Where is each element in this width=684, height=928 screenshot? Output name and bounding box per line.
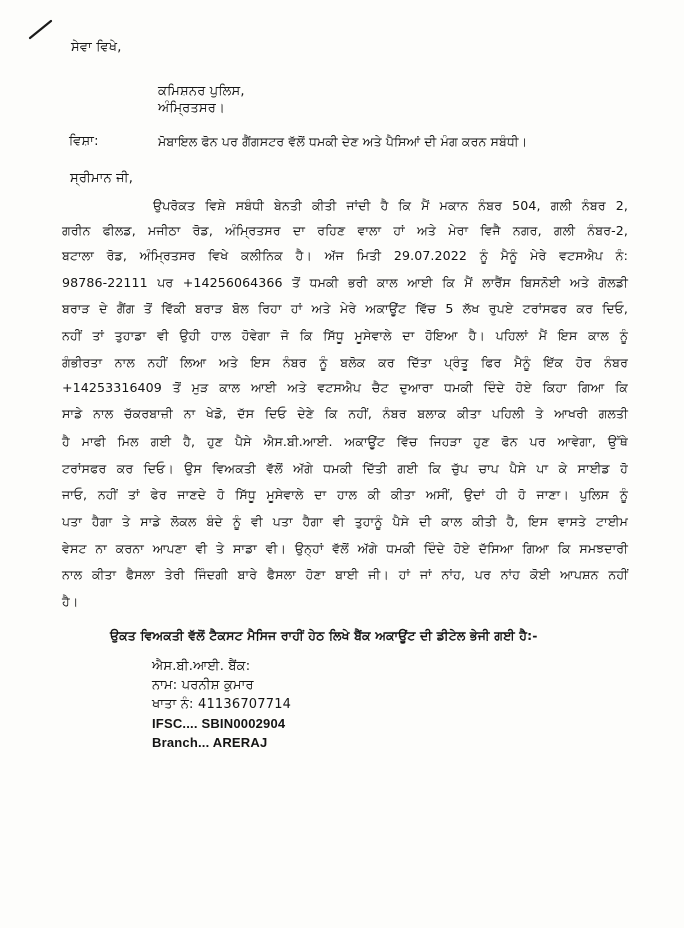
bank-intro: ਉਕਤ ਵਿਅਕਤੀ ਵੱਲੋਂ ਟੈਕਸਟ ਮੈਸਿਜ ਰਾਹੀਂ ਹੇਠ ਲਿਖੇ ਬੈਂਕ ਅਕਾਊਂਟ ਦੀ ਡੀਟੇਲ ਭੇਜੀ ਗਈ ਹੈ:-: [110, 628, 538, 643]
account-holder: ਨਾਮ: ਪਰਨੀਸ਼ ਕੁਮਾਰ: [152, 678, 254, 693]
body-line: ਬਟਾਲਾ ਰੋਡ, ਅੰਮ੍ਰਿਤਸਰ ਵਿਖੇ ਕਲੀਨਿਕ ਹੈ। ਅੱਜ ਮਿਤੀ 29.07.2022 ਨੂੰ ਮੈਨੂੰ ਮੇਰੇ ਵਟਸਐਪ ਨੰ:: [62, 248, 628, 263]
subject-text: ਮੋਬਾਇਲ ਫੋਨ ਪਰ ਗੈਂਗਸਟਰ ਵੱਲੋਂ ਧਮਕੀ ਦੇਣ ਅਤੇ ਪੈਸਿਆਂ ਦੀ ਮੰਗ ਕਰਨ ਸਬੰਧੀ।: [158, 134, 528, 149]
body-line: ਬਰਾੜ ਦੇ ਗੈਂਗ ਤੋਂ ਵਿੱਕੀ ਬਰਾੜ ਬੋਲ ਰਿਹਾ ਹਾਂ ਅਤੇ ਮੇਰੇ ਅਕਾਊਂਟ ਵਿੱਚ 5 ਲੱਖ ਰੁਪਏ ਟਰਾਂਸਫਰ ਕਰ ਦਿਓ,: [62, 301, 628, 316]
body-line: ਨਹੀਂ ਤਾਂ ਤੁਹਾਡਾ ਵੀ ਉਹੀ ਹਾਲ ਹੋਵੇਗਾ ਜੋ ਕਿ ਸਿੱਧੂ ਮੂਸੇਵਾਲੇ ਦਾ ਹੋਇਆ ਹੈ। ਪਹਿਲਾਂ ਮੈਂ ਇਸ ਕਾਲ ਨੂੰ: [62, 328, 628, 343]
body-line: ਗਰੀਨ ਫੀਲਡ, ਮਜੀਠਾ ਰੋਡ, ਅੰਮ੍ਰਿਤਸਰ ਦਾ ਰਹਿਣ ਵਾਲਾ ਹਾਂ ਅਤੇ ਮੇਰਾ ਵਿਜੈ ਨਗਰ, ਗਲੀ ਨੰਬਰ-2,: [62, 223, 628, 238]
body-line: ਉਪਰੋਕਤ ਵਿਸ਼ੇ ਸਬੰਧੀ ਬੇਨਤੀ ਕੀਤੀ ਜਾਂਦੀ ਹੈ ਕਿ ਮੈਂ ਮਕਾਨ ਨੰਬਰ 504, ਗਲੀ ਨੰਬਰ 2,: [153, 198, 628, 213]
body-line: ਹੈ।: [62, 594, 79, 609]
body-line: ਜਾਓ, ਨਹੀਂ ਤਾਂ ਫੇਰ ਜਾਣਦੇ ਹੋ ਸਿੱਧੂ ਮੂਸੇਵਾਲੇ ਦਾ ਹਾਲ ਕੀ ਕੀਤਾ ਅਸੀਂ, ਉਦਾਂ ਹੀ ਹੋ ਜਾਣਾ। ਪੁਲਿਸ ਨੂੰ: [62, 487, 628, 502]
body-line: ਸਾਡੇ ਨਾਲ ਚੱਕਰਬਾਜ਼ੀ ਨਾ ਖੇਡੋ, ਦੱਸ ਦਿਓ ਦੇਣੇ ਕਿ ਨਹੀਂ, ਨੰਬਰ ਬਲਾਕ ਕੀਤਾ ਪਹਿਲੀ ਤੇ ਆਖਰੀ ਗਲਤੀ: [62, 406, 628, 421]
salutation-top: ਸੇਵਾ ਵਿਖੇ,: [71, 40, 122, 55]
subject-label: ਵਿਸ਼ਾ:: [69, 134, 99, 149]
body-line: ਨਾਲ ਕੀਤਾ ਫੈਸਲਾ ਤੇਰੀ ਜਿੰਦਗੀ ਬਾਰੇ ਫੈਸਲਾ ਹੋਣਾ ਬਾਈ ਜੀ। ਹਾਂ ਜਾਂ ਨਾਂਹ, ਪਰ ਨਾਂਹ ਕੋਈ ਆਪਸ਼ਨ ਨਹੀਂ: [62, 567, 628, 582]
body-line: +14253316409 ਤੋਂ ਮੁੜ ਕਾਲ ਆਈ ਅਤੇ ਵਟਸਐਪ ਚੈਟ ਦੁਆਰਾ ਧਮਕੀ ਦਿੰਦੇ ਹੋਏ ਕਿਹਾ ਗਿਆ ਕਿ: [62, 380, 628, 395]
greeting: ਸ੍ਰੀਮਾਨ ਜੀ,: [70, 171, 134, 186]
bank-name: ਐਸ.ਬੀ.ਆਈ. ਬੈਂਕ:: [152, 659, 251, 674]
ifsc-code: IFSC.... SBIN0002904: [152, 716, 286, 731]
recipient-line-2: ਅੰਮ੍ਰਿਤਸਰ।: [158, 101, 225, 116]
body-line: ਵੇਸਟ ਨਾ ਕਰਨਾ ਆਪਣਾ ਵੀ ਤੇ ਸਾਡਾ ਵੀ। ਉਨ੍ਹਾਂ ਵੱਲੋਂ ਅੱਗੇ ਧਮਕੀ ਦਿੰਦੇ ਹੋਏ ਦੱਸਿਆ ਗਿਆ ਕਿ ਸਮਝਦਾਰੀ: [62, 541, 628, 556]
body-line: ਗੰਭੀਰਤਾ ਨਾਲ ਨਹੀਂ ਲਿਆ ਅਤੇ ਇਸ ਨੰਬਰ ਨੂੰ ਬਲੋਕ ਕਰ ਦਿੱਤਾ ਪ੍ਰੰਤੂ ਫਿਰ ਮੈਨੂੰ ਇੱਕ ਹੋਰ ਨੰਬਰ: [62, 355, 628, 370]
recipient-line-1: ਕਮਿਸ਼ਨਰ ਪੁਲਿਸ,: [158, 84, 245, 99]
branch-name: Branch... ARERAJ: [152, 735, 268, 750]
body-line: ਹੈ ਮਾਫੀ ਮਿਲ ਗਈ ਹੈ, ਹੁਣ ਪੈਸੇ ਐਸ.ਬੀ.ਆਈ. ਅਕਾਊਂਟ ਵਿੱਚ ਜਿਹੜਾ ਹੁਣ ਫੋਨ ਪਰ ਆਵੇਗਾ, ਉੱਥੇ: [62, 434, 628, 449]
account-number: ਖਾਤਾ ਨੰ: 41136707714: [152, 697, 292, 712]
body-line: ਪਤਾ ਹੈਗਾ ਤੇ ਸਾਡੇ ਲੋਕਲ ਬੰਦੇ ਨੂੰ ਵੀ ਪਤਾ ਹੈਗਾ ਵੀ ਤੁਹਾਨੂੰ ਪੈਸੇ ਦੀ ਕਾਲ ਕੀਤੀ ਹੈ, ਇਸ ਵਾਸਤੇ ਟਾਈਮ: [62, 514, 628, 529]
pen-stroke-mark: [28, 18, 54, 40]
body-line: 98786-22111 ਪਰ +14256064366 ਤੋਂ ਧਮਕੀ ਭਰੀ ਕਾਲ ਆਈ ਕਿ ਮੈਂ ਲਾਰੈਂਸ ਬਿਸਨੋਈ ਅਤੇ ਗੋਲਡੀ: [62, 275, 628, 290]
body-line: ਟਰਾਂਸਫਰ ਕਰ ਦਿਓ। ਉਸ ਵਿਅਕਤੀ ਵੱਲੋਂ ਅੱਗੇ ਧਮਕੀ ਦਿੱਤੀ ਗਈ ਕਿ ਚੁੱਪ ਚਾਪ ਪੈਸੇ ਪਾ ਕੇ ਸਾਈਡ ਹੋ: [62, 461, 628, 476]
